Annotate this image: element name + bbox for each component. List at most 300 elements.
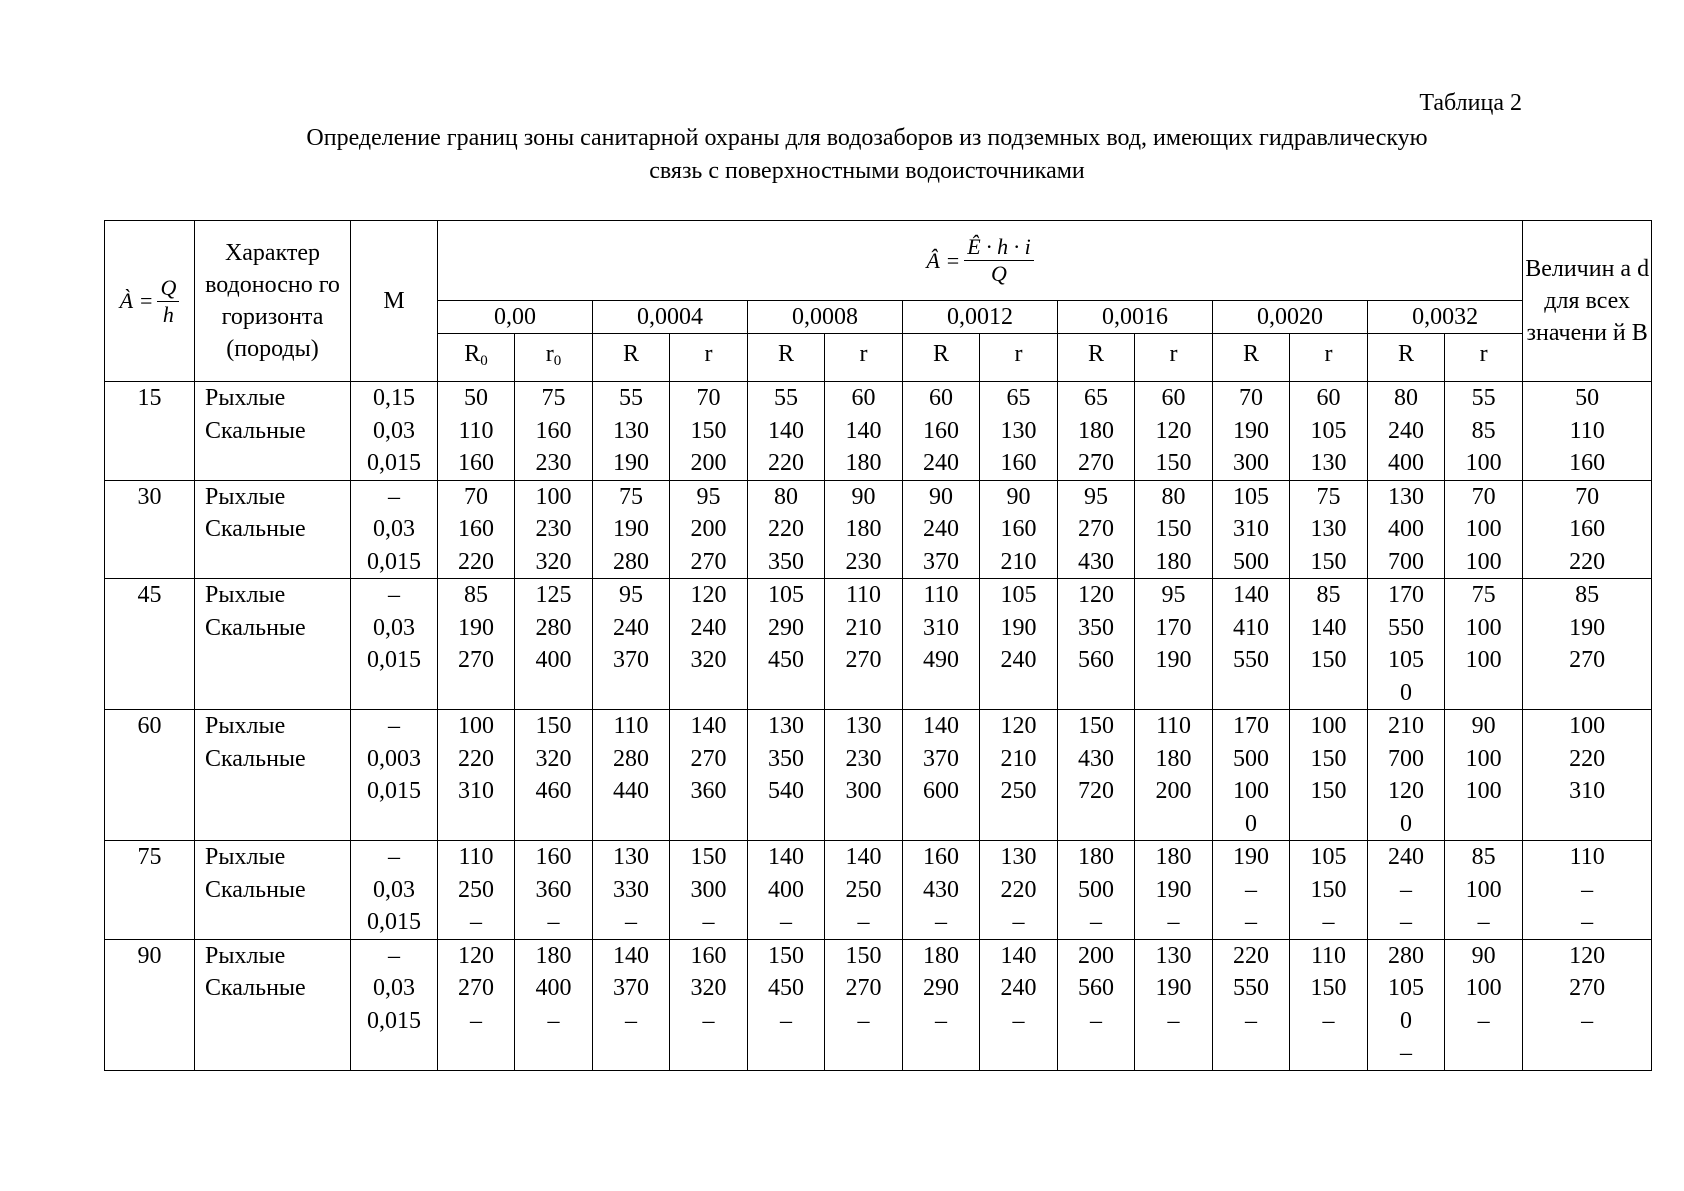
cell-value: 140: [768, 844, 804, 870]
cell-value: 105: [1310, 417, 1347, 444]
cell-value-group: [438, 480, 515, 579]
cell-value: Скальные: [205, 417, 306, 444]
cell-value: 500: [1078, 876, 1114, 903]
cell-value: 150: [1310, 778, 1347, 804]
cell-value: 240: [613, 614, 649, 641]
cell-value-group: [670, 579, 748, 710]
cell-value: 65: [1006, 385, 1031, 411]
cell-value: 150: [1310, 876, 1347, 903]
cell-value: –: [388, 582, 400, 608]
sanitary-zone-table: [104, 220, 1652, 1071]
formula-a-numerator: Q: [157, 275, 179, 302]
cell-value: 55: [774, 385, 798, 411]
cell-value: 360: [535, 876, 572, 903]
cell-value-group: [1058, 841, 1135, 940]
cell-value: 150: [1155, 516, 1192, 542]
cell-value: 75: [1471, 582, 1496, 608]
cell-value-group: [593, 480, 670, 579]
cell-value: 140: [613, 942, 649, 969]
cell-value-group: [903, 710, 980, 841]
header-sub-13: [1445, 334, 1523, 382]
cell-value: –: [388, 942, 400, 969]
cell-value-group: [438, 939, 515, 1070]
cell-value: Скальные: [205, 975, 306, 1001]
cell-value: 220: [1000, 876, 1037, 903]
header-sub-letter: r: [1479, 341, 1488, 367]
cell-value: 95: [619, 582, 643, 608]
cell-value-group: [748, 939, 825, 1070]
cell-value: 240: [923, 450, 959, 476]
table-row: [105, 841, 1652, 940]
cell-value-group: [1445, 939, 1523, 1070]
cell-value: 55: [619, 385, 643, 411]
cell-value-group: [593, 710, 670, 841]
formula-b: [926, 234, 1033, 287]
cell-value: 270: [845, 975, 882, 1001]
cell-value-group: [825, 382, 903, 481]
cell-value-group: [1290, 579, 1368, 710]
cell-value: –: [702, 909, 715, 935]
header-sub-letter: R: [777, 341, 794, 367]
cell-value: 80: [774, 483, 798, 510]
cell-value: 220: [768, 516, 804, 542]
header-sub-9: [1135, 334, 1213, 382]
cell-value-group: [1058, 480, 1135, 579]
cell-value: 330: [613, 876, 649, 903]
cell-value: 60: [929, 385, 953, 411]
cell-value-group: [903, 841, 980, 940]
cell-value: –: [547, 909, 560, 935]
cell-value: 450: [768, 975, 804, 1001]
cell-value: 160: [458, 450, 494, 476]
cell-value: Скальные: [205, 876, 306, 903]
cell-value: 150: [535, 713, 572, 739]
cell-value: 500: [1233, 745, 1269, 772]
cell-value: 160: [690, 942, 727, 969]
cell-value: 180: [535, 942, 572, 969]
header-group-4: 0,0016: [1058, 301, 1213, 334]
cell-value: –: [1090, 1007, 1102, 1034]
cell-value: 110: [1569, 844, 1605, 870]
cell-value-group: [903, 382, 980, 481]
cell-value: 400: [535, 975, 572, 1001]
cell-value: 105: [1388, 647, 1424, 673]
cell-value: 0,003: [367, 745, 421, 772]
cell-value: 230: [535, 450, 572, 476]
cell-value-group: [1368, 841, 1445, 940]
cell-value: –: [1400, 909, 1412, 935]
header-sub-letter: r: [1169, 341, 1178, 367]
formula-b-denominator: Q: [991, 261, 1007, 286]
cell-value: 270: [458, 975, 494, 1001]
cell-value: 120: [1078, 582, 1114, 608]
cell-value: 100: [535, 483, 572, 510]
cell-value: 320: [535, 548, 572, 575]
cell-m: [351, 579, 438, 710]
cell-value: 280: [535, 614, 572, 641]
cell-value-group: [903, 939, 980, 1070]
cell-value: 270: [1078, 450, 1114, 476]
cell-value: 120: [690, 582, 727, 608]
cell-value-group: [1058, 579, 1135, 710]
cell-value: 0,015: [367, 778, 421, 804]
cell-value: 370: [923, 548, 959, 575]
header-row-formula: [105, 221, 1652, 301]
cell-value: –: [625, 909, 637, 935]
cell-value: 100: [1465, 450, 1502, 476]
cell-value-group: [1445, 841, 1523, 940]
header-group-3: 0,0012: [903, 301, 1058, 334]
header-sub-1: [515, 334, 593, 382]
cell-value: 460: [535, 778, 572, 804]
header-group-6: 0,0032: [1368, 301, 1523, 334]
cell-value: –: [1477, 1007, 1490, 1034]
cell-value: –: [780, 1007, 792, 1034]
cell-value: 100: [1465, 876, 1502, 903]
cell-value: –: [1012, 1007, 1025, 1034]
cell-value: –: [547, 1007, 560, 1034]
cell-value: 430: [1078, 745, 1114, 772]
cell-value: 200: [1155, 778, 1192, 804]
cell-value: 550: [1233, 975, 1269, 1001]
cell-value: 90: [1006, 483, 1031, 510]
header-sub-index: 0: [553, 353, 562, 369]
cell-value: 370: [923, 745, 959, 772]
cell-value: 0,015: [367, 647, 421, 673]
cell-value: 150: [1310, 975, 1347, 1001]
cell-value: 280: [613, 548, 649, 575]
cell-m: [351, 939, 438, 1070]
cell-value: 90: [929, 483, 953, 510]
cell-value: 200: [690, 516, 727, 542]
cell-value: 120: [1569, 942, 1606, 969]
cell-value: 250: [845, 876, 882, 903]
cell-value: 240: [1000, 975, 1037, 1001]
cell-value-group: [825, 579, 903, 710]
cell-value: 120: [1000, 713, 1037, 739]
cell-value-group: [515, 841, 593, 940]
cell-value: –: [1581, 876, 1594, 903]
cell-value: 60: [1316, 385, 1341, 411]
cell-value: 190: [458, 614, 494, 641]
cell-value: 490: [923, 647, 959, 673]
cell-value-group: [515, 939, 593, 1070]
cell-value: 160: [1569, 450, 1606, 476]
cell-value: 180: [845, 516, 882, 542]
cell-value: 130: [1388, 483, 1424, 510]
cell-value: 270: [845, 647, 882, 673]
cell-value-group: [1135, 579, 1213, 710]
cell-value-group: [748, 382, 825, 481]
header-sub-letter: R: [1242, 341, 1259, 367]
table-number: Таблица 2: [1419, 90, 1522, 116]
cell-value: 0: [1400, 810, 1412, 837]
cell-value: –: [857, 1007, 870, 1034]
cell-value: 140: [1000, 942, 1037, 969]
cell-value: 560: [1078, 975, 1114, 1001]
cell-value: –: [1400, 1040, 1412, 1066]
header-sub-4: [748, 334, 825, 382]
cell-value-group: [903, 579, 980, 710]
cell-value: 190: [1569, 614, 1606, 641]
cell-value: 105: [1000, 582, 1037, 608]
cell-value: 130: [1000, 844, 1037, 870]
cell-value: 90: [851, 483, 876, 510]
cell-value: 90: [1471, 713, 1496, 739]
cell-value: 90: [1471, 942, 1496, 969]
cell-rock: [195, 579, 351, 710]
cell-rock: [195, 841, 351, 940]
cell-value: –: [1167, 909, 1180, 935]
cell-value: 0,03: [373, 417, 415, 444]
cell-value: 100: [1465, 647, 1502, 673]
cell-value-group: [1213, 939, 1290, 1070]
cell-value: Рыхлые: [205, 942, 286, 969]
cell-value: 190: [1000, 614, 1037, 641]
cell-value: Рыхлые: [205, 844, 286, 870]
cell-value: 100: [458, 713, 494, 739]
cell-value: –: [1477, 909, 1490, 935]
cell-value-group: [593, 841, 670, 940]
cell-value-group: [515, 710, 593, 841]
cell-value: 105: [1388, 975, 1424, 1001]
cell-value: 240: [1000, 647, 1037, 673]
cell-value-group: [1058, 382, 1135, 481]
cell-value: 160: [1569, 516, 1606, 542]
cell-m: [351, 710, 438, 841]
header-sub-10: [1213, 334, 1290, 382]
cell-value-group: [593, 939, 670, 1070]
cell-value: 180: [923, 942, 959, 969]
header-sub-index: 0: [480, 353, 488, 369]
cell-value: 130: [1155, 942, 1192, 969]
cell-value: –: [857, 909, 870, 935]
formula-a-denominator: h: [162, 301, 174, 327]
cell-value: 120: [1155, 417, 1192, 444]
cell-m: [351, 480, 438, 579]
cell-value-group: [593, 579, 670, 710]
cell-value-group: [1135, 382, 1213, 481]
cell-value: 130: [768, 713, 804, 739]
cell-value: 140: [1310, 614, 1347, 641]
cell-value: 160: [535, 844, 572, 870]
cell-value: 150: [845, 942, 882, 969]
cell-value-group: [1213, 480, 1290, 579]
cell-value-group: [515, 382, 593, 481]
cell-value: 220: [458, 548, 494, 575]
cell-value: 240: [1388, 844, 1424, 870]
cell-value: 70: [1575, 483, 1600, 510]
cell-value: Рыхлые: [205, 713, 286, 739]
cell-value: –: [1581, 1007, 1594, 1034]
cell-value-group: [515, 480, 593, 579]
header-sub-letter: r: [704, 341, 713, 367]
cell-value: 290: [923, 975, 959, 1001]
cell-value: 105: [768, 582, 804, 608]
cell-value: 240: [1388, 417, 1424, 444]
cell-rock: [195, 480, 351, 579]
cell-value: 600: [923, 778, 959, 804]
cell-value: 230: [845, 548, 882, 575]
cell-value: 130: [1310, 450, 1347, 476]
cell-value: 150: [1310, 745, 1347, 772]
header-d-value: Величин а d для всех значени й B: [1523, 221, 1652, 382]
cell-value-group: [1135, 841, 1213, 940]
cell-value: 720: [1078, 778, 1114, 804]
cell-value: 65: [1084, 385, 1108, 411]
cell-value: 170: [1155, 614, 1192, 641]
cell-m: [351, 382, 438, 481]
header-sub-7: [980, 334, 1058, 382]
cell-value-group: [1445, 382, 1523, 481]
header-sub-11: [1290, 334, 1368, 382]
cell-value: 230: [845, 745, 882, 772]
cell-value: 110: [845, 582, 882, 608]
cell-value: 140: [1233, 582, 1269, 608]
cell-value-group: [980, 579, 1058, 710]
cell-value: 85: [464, 582, 488, 608]
table-row: [105, 480, 1652, 579]
cell-value-group: [438, 710, 515, 841]
cell-value: 400: [1388, 450, 1424, 476]
cell-value-group: [825, 939, 903, 1070]
cell-value-group: [438, 382, 515, 481]
cell-a: 90: [105, 939, 195, 1070]
cell-value-group: [748, 841, 825, 940]
cell-value: 370: [613, 975, 649, 1001]
cell-value-group: [1368, 579, 1445, 710]
cell-value: 310: [923, 614, 959, 641]
table-row: [105, 579, 1652, 710]
cell-a: 60: [105, 710, 195, 841]
cell-value: –: [935, 1007, 947, 1034]
cell-value: 130: [1000, 417, 1037, 444]
cell-a: 15: [105, 382, 195, 481]
cell-value: 50: [464, 385, 488, 411]
cell-value: 220: [1569, 548, 1606, 575]
cell-value: 220: [768, 450, 804, 476]
cell-value: 210: [1000, 548, 1037, 575]
header-sub-letter: r: [1324, 341, 1333, 367]
cell-value: 140: [690, 713, 727, 739]
cell-value: 105: [1233, 483, 1269, 510]
cell-value-group: [980, 480, 1058, 579]
cell-value-group: [980, 939, 1058, 1070]
cell-value-group: [1135, 480, 1213, 579]
cell-value: –: [1090, 909, 1102, 935]
cell-value: 410: [1233, 614, 1269, 641]
cell-d: [1523, 710, 1652, 841]
cell-value: 110: [613, 713, 649, 739]
cell-value: 180: [1155, 844, 1192, 870]
cell-value-group: [438, 579, 515, 710]
cell-value: 190: [613, 450, 649, 476]
cell-value: 0,03: [373, 876, 415, 903]
cell-value: 100: [1465, 975, 1502, 1001]
cell-value: 250: [458, 876, 494, 903]
cell-value: 550: [1233, 647, 1269, 673]
cell-value: 100: [1465, 745, 1502, 772]
cell-value: 170: [1388, 582, 1424, 608]
cell-value-group: [1445, 579, 1523, 710]
cell-value: 170: [1233, 713, 1269, 739]
cell-value-group: [1368, 382, 1445, 481]
cell-value: 75: [541, 385, 566, 411]
cell-value-group: [1213, 841, 1290, 940]
cell-value: Скальные: [205, 516, 306, 542]
cell-value: –: [470, 1007, 482, 1034]
cell-value: –: [1400, 876, 1412, 903]
cell-value-group: [825, 480, 903, 579]
cell-value-group: [980, 382, 1058, 481]
cell-value-group: [515, 579, 593, 710]
cell-value: 75: [1316, 483, 1341, 510]
cell-value-group: [670, 480, 748, 579]
cell-value: 190: [1233, 417, 1269, 444]
cell-value: 70: [1471, 483, 1496, 510]
cell-d: [1523, 841, 1652, 940]
cell-value-group: [670, 710, 748, 841]
cell-value-group: [1213, 382, 1290, 481]
cell-value: 0,015: [367, 548, 421, 575]
cell-value: –: [702, 1007, 715, 1034]
cell-value: 700: [1388, 548, 1424, 575]
cell-value: –: [1322, 909, 1335, 935]
cell-value: –: [935, 909, 947, 935]
cell-value: 230: [535, 516, 572, 542]
cell-value: 300: [1233, 450, 1269, 476]
cell-value: 130: [613, 417, 649, 444]
cell-value: –: [388, 713, 400, 739]
cell-value: 350: [768, 745, 804, 772]
caption-line-1: Определение границ зоны санитарной охраны для водозаборов из подземных вод, имеющих гидравлическую: [306, 125, 1428, 151]
cell-value-group: [1290, 710, 1368, 841]
cell-value-group: [1058, 939, 1135, 1070]
header-sub-letter: R: [1397, 341, 1414, 367]
cell-value: 80: [1394, 385, 1418, 411]
cell-a: 30: [105, 480, 195, 579]
cell-value: 270: [1078, 516, 1114, 542]
header-group-2: 0,0008: [748, 301, 903, 334]
cell-value-group: [980, 841, 1058, 940]
cell-value: 140: [845, 844, 882, 870]
cell-value: 0,015: [367, 450, 421, 476]
cell-value: 540: [768, 778, 804, 804]
cell-value-group: [438, 841, 515, 940]
cell-value-group: [1368, 939, 1445, 1070]
table-caption: [150, 122, 1584, 188]
cell-value: 160: [458, 516, 494, 542]
formula-a: [120, 275, 180, 328]
cell-rock: [195, 382, 351, 481]
header-aquifer: Характер водоносно го горизонта (породы): [195, 221, 351, 382]
cell-value: 320: [690, 975, 727, 1001]
cell-value: 100: [1465, 516, 1502, 542]
cell-value: 95: [1161, 582, 1186, 608]
cell-value: –: [388, 483, 400, 510]
cell-m: [351, 841, 438, 940]
header-sub-letter: R: [622, 341, 639, 367]
cell-value: 0,03: [373, 975, 415, 1001]
cell-value-group: [748, 579, 825, 710]
cell-value: 160: [1000, 450, 1037, 476]
cell-value: 270: [1569, 647, 1606, 673]
cell-value: 0: [1400, 1007, 1412, 1034]
cell-value: 140: [845, 417, 882, 444]
cell-value: 310: [1569, 778, 1606, 804]
cell-value: 400: [1388, 516, 1424, 542]
cell-value-group: [1290, 382, 1368, 481]
